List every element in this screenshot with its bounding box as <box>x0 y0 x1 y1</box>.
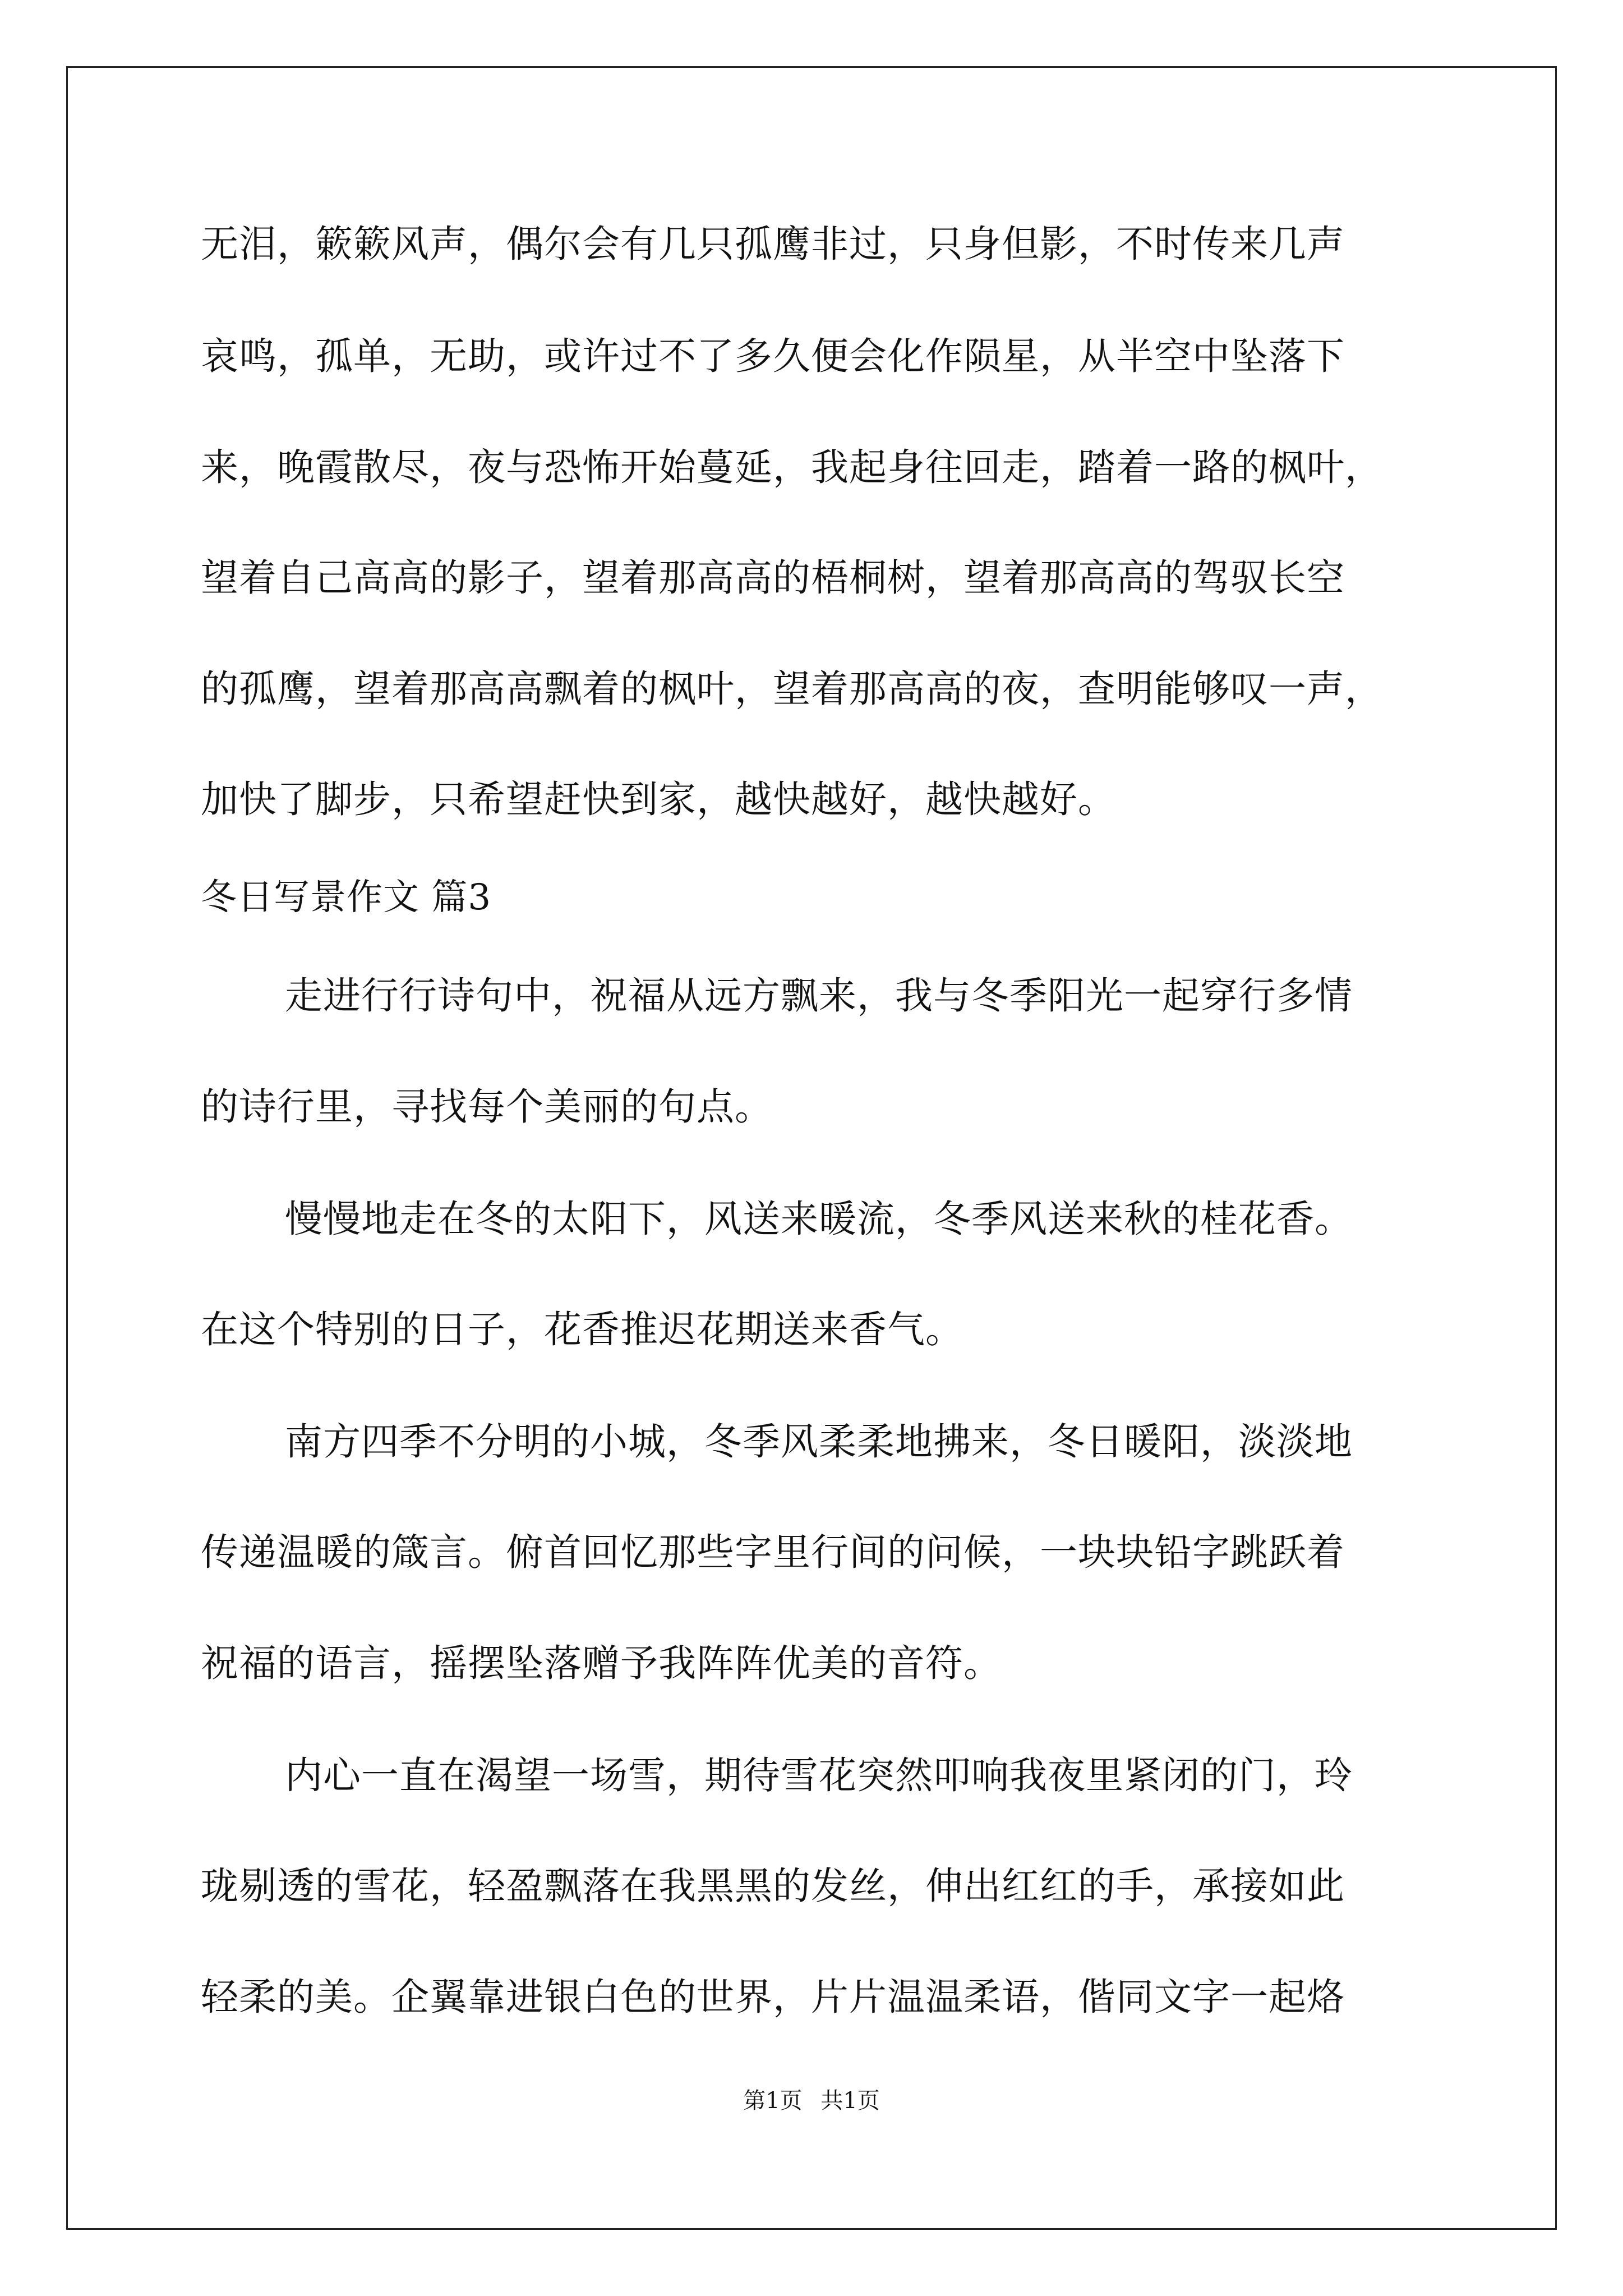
page-number-current: 第1页 <box>743 2088 803 2114</box>
body-text-line: 无泪，簌簌风声，偶尔会有几只孤鹰非过，只身但影，不时传来几声 <box>201 222 1345 266</box>
page-footer <box>0 2087 1623 2115</box>
body-text-line: 珑剔透的雪花，轻盈飘落在我黑黑的发丝，伸出红红的手，承接如此 <box>201 1864 1345 1908</box>
body-text-line: 望着自己高高的影子，望着那高高的梧桐树，望着那高高的驾驭长空 <box>201 556 1345 600</box>
section-heading: 冬日写景作文 篇3 <box>201 877 492 918</box>
body-text-line: 慢慢地走在冬的太阳下，风送来暖流，冬季风送来秋的桂花香。 <box>285 1197 1353 1241</box>
body-text-line: 祝福的语言，摇摆坠落赠予我阵阵优美的音符。 <box>201 1641 1002 1685</box>
page-number-total: 共1页 <box>820 2088 880 2114</box>
body-text-line: 哀鸣，孤单，无助，或许过不了多久便会化作陨星，从半空中坠落下 <box>201 334 1345 378</box>
body-text-line: 南方四季不分明的小城，冬季风柔柔地拂来，冬日暖阳，淡淡地 <box>285 1420 1353 1464</box>
body-text-line: 的孤鹰，望着那高高飘着的枫叶，望着那高高的夜，查明能够叹一声， <box>201 667 1383 711</box>
body-text-line: 轻柔的美。企翼靠进银白色的世界，片片温温柔语，偕同文字一起烙 <box>201 1975 1345 2019</box>
body-text-line: 走进行行诗句中，祝福从远方飘来，我与冬季阳光一起穿行多情 <box>285 974 1353 1018</box>
body-text-line: 加快了脚步，只希望赶快到家，越快越好，越快越好。 <box>201 777 1116 821</box>
body-text-line: 传递温暖的箴言。俯首回忆那些字里行间的问候，一块块铅字跳跃着 <box>201 1530 1345 1574</box>
body-text-line: 在这个特别的日子，花香推迟花期送来香气。 <box>201 1308 963 1351</box>
body-text-line: 内心一直在渴望一场雪，期待雪花突然叩响我夜里紧闭的门，玲 <box>285 1754 1353 1797</box>
body-text-line: 的诗行里，寻找每个美丽的句点。 <box>201 1085 773 1129</box>
body-text-line: 来，晚霞散尽，夜与恐怖开始蔓延，我起身往回走，踏着一路的枫叶， <box>201 445 1383 489</box>
